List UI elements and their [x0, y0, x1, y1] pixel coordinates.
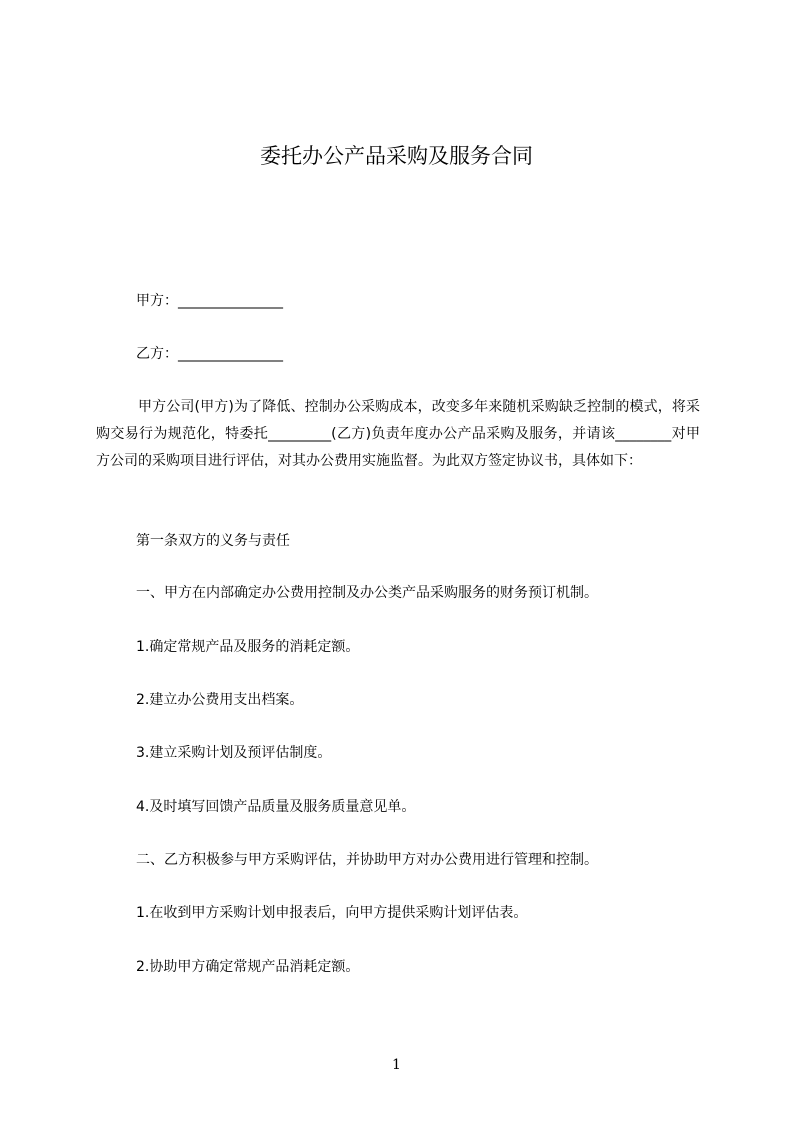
section-2-heading: 二、乙方积极参与甲方采购评估，并协助甲方对办公费用进行管理和控制。 [136, 852, 598, 868]
article-1-heading: 第一条双方的义务与责任 [136, 533, 290, 549]
page-number: 1 [392, 1057, 401, 1073]
section-1-item-1: 1.确定常规产品及服务的消耗定额。 [136, 639, 360, 655]
party-b-line: 乙方：_______________ [136, 346, 283, 362]
section-2-item-1: 1.在收到甲方采购计划申报表后，向甲方提供采购计划评估表。 [136, 905, 528, 921]
section-1-item-2: 2.建立办公费用支出档案。 [136, 692, 304, 708]
party-a-line: 甲方：_______________ [136, 293, 283, 309]
document-title: 委托办公产品采购及服务合同 [260, 144, 533, 168]
section-2-item-2: 2.协助甲方确定常规产品消耗定额。 [136, 959, 360, 975]
section-1-item-4: 4.及时填写回馈产品质量及服务质量意见单。 [136, 799, 416, 815]
intro-paragraph: 甲方公司(甲方)为了降低、控制办公采购成本，改变多年来随机采购缺乏控制的模式，将采购交易行为规范化，特委托_________(乙方)负责年度办公产品采购及服务，并请该________对甲方公司的采购项目进行评估，对其办公费用实施监督。为此双方签定协议书，具体如下： [96, 399, 700, 469]
section-1-item-3: 3.建立采购计划及预评估制度。 [136, 745, 332, 761]
section-1-heading: 一、甲方在内部确定办公费用控制及办公类产品采购服务的财务预订机制。 [136, 585, 598, 601]
